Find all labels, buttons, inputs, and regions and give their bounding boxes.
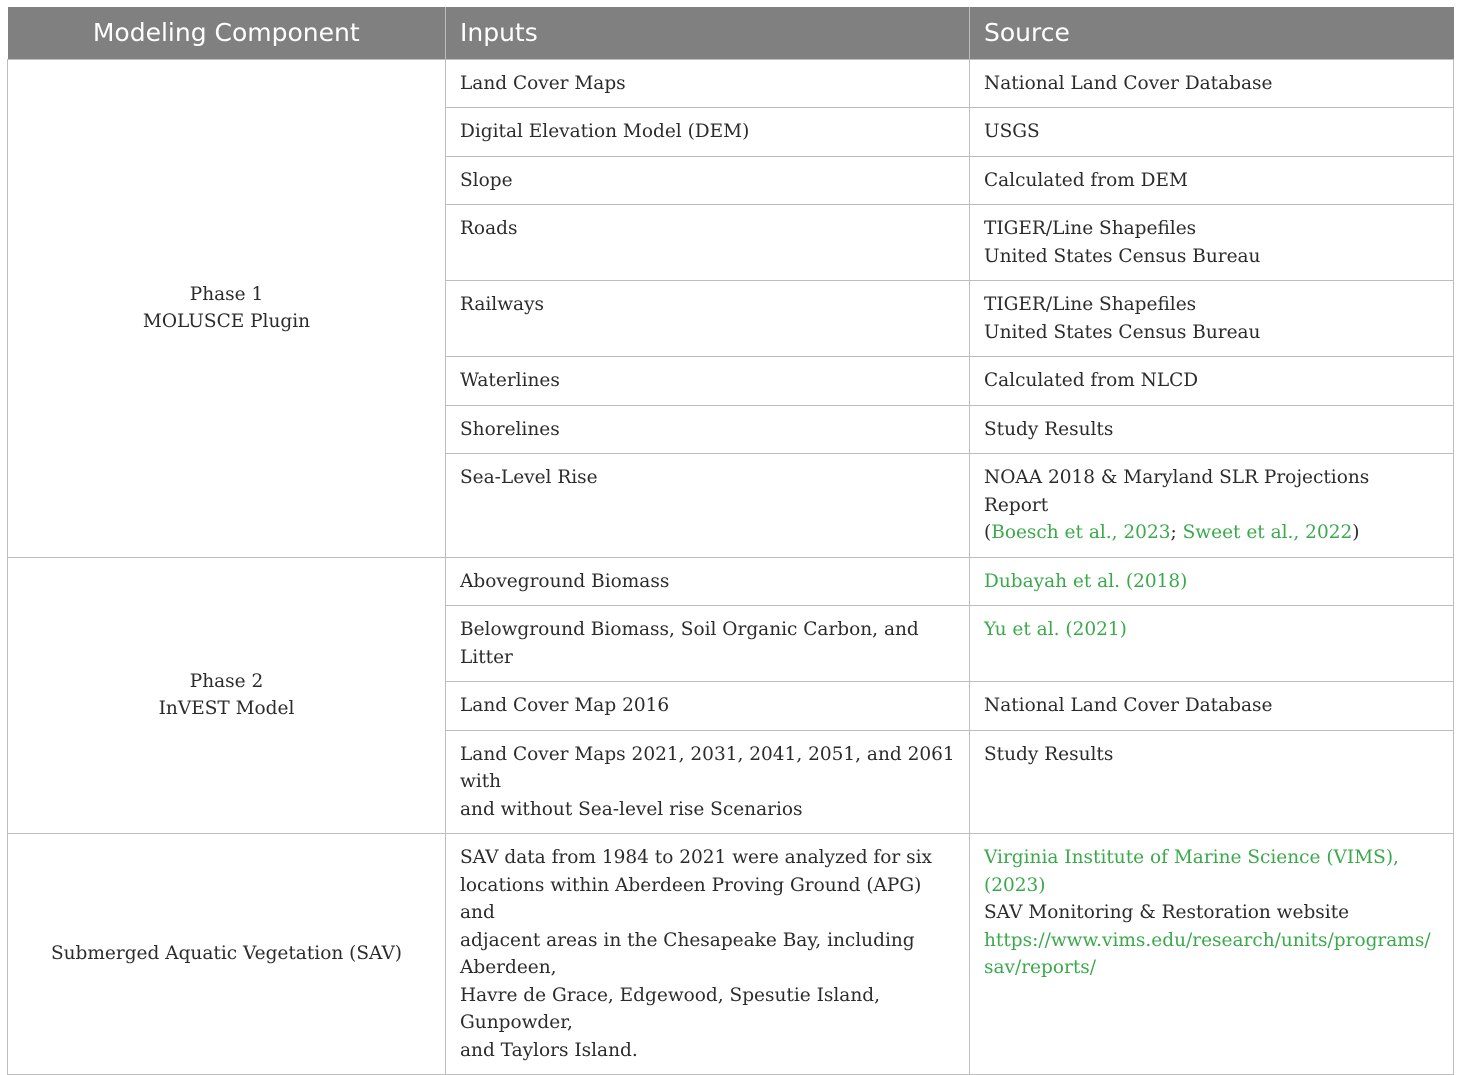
source-cell <box>970 205 1454 281</box>
header-inputs: Inputs <box>446 7 970 59</box>
citation-link-yu[interactable]: Yu et al. (2021) <box>984 619 1127 640</box>
input-text: Belowground Biomass, Soil Organic Carbon, and Litter <box>460 619 919 668</box>
source-cell <box>970 454 1454 558</box>
citation-link-dubayah[interactable]: Dubayah et al. (2018) <box>984 570 1188 592</box>
header-source: Source <box>970 7 1454 59</box>
input-text: Land Cover Map 2016 <box>460 695 670 716</box>
source-citation-line <box>984 519 1439 547</box>
input-cell <box>446 730 970 834</box>
input-text: Digital Elevation Model (DEM) <box>460 121 750 142</box>
source-text: TIGER/Line Shapefiles <box>984 218 1197 239</box>
source-text: Study Results <box>984 743 1114 765</box>
component-name: Phase 1 <box>189 283 264 305</box>
input-cell <box>446 108 970 157</box>
inputs-sources-table <box>7 7 1454 1075</box>
input-text: and without Sea-level rise Scenarios <box>460 798 803 820</box>
input-text: Land Cover Maps 2021, 2031, 2041, 2051, and 2061 with <box>460 743 955 792</box>
source-text: United States Census Bureau <box>984 321 1261 343</box>
component-name: Phase 2 <box>189 670 264 692</box>
source-text: NOAA 2018 & Maryland SLR Projections Report <box>984 467 1370 516</box>
component-detail: InVEST Model <box>158 698 295 720</box>
component-cell-phase-1 <box>8 59 446 557</box>
url-link-line-1[interactable]: https://www.vims.edu/research/units/programs/ <box>984 929 1431 951</box>
input-text: adjacent areas in the Chesapeake Bay, including Aberdeen, <box>460 929 915 978</box>
source-text: SAV Monitoring & Restoration website <box>984 902 1350 923</box>
input-text: and Taylors Island. <box>460 1039 638 1061</box>
source-text: United States Census Bureau <box>984 245 1261 267</box>
header-row <box>8 7 1454 59</box>
input-text: Railways <box>460 294 545 315</box>
input-text: Roads <box>460 218 518 239</box>
input-cell <box>446 834 970 1075</box>
source-cell <box>970 682 1454 731</box>
input-text: Aboveground Biomass <box>460 570 670 592</box>
input-cell <box>446 557 970 606</box>
component-cell-sav <box>8 834 446 1075</box>
source-cell <box>970 405 1454 454</box>
input-cell <box>446 454 970 558</box>
input-cell <box>446 205 970 281</box>
source-cell <box>970 357 1454 406</box>
url-link-line-2[interactable]: sav/reports/ <box>984 957 1096 978</box>
table-row <box>8 557 1454 606</box>
citation-separator: ; <box>1170 522 1183 543</box>
input-text: Havre de Grace, Edgewood, Spesutie Island, Gunpowder, <box>460 984 880 1033</box>
input-text: Waterlines <box>460 370 560 391</box>
citation-link-boesch[interactable]: Boesch et al., 2023 <box>991 522 1171 543</box>
source-cell <box>970 557 1454 606</box>
input-cell <box>446 405 970 454</box>
citation-link-vims[interactable]: Virginia Institute of Marine Science (VIMS), (2023) <box>984 847 1399 896</box>
component-cell-phase-2 <box>8 557 446 834</box>
source-cell <box>970 108 1454 157</box>
source-text: USGS <box>984 121 1040 142</box>
paren-close: ) <box>1352 522 1360 543</box>
source-cell <box>970 606 1454 682</box>
input-text: Sea-Level Rise <box>460 467 598 488</box>
table-row <box>8 59 1454 108</box>
source-text: National Land Cover Database <box>984 695 1273 716</box>
input-cell <box>446 606 970 682</box>
input-text: locations within Aberdeen Proving Ground (APG) and <box>460 874 922 923</box>
source-cell <box>970 281 1454 357</box>
input-text: SAV data from 1984 to 2021 were analyzed for six <box>460 847 932 868</box>
input-text: Slope <box>460 169 513 191</box>
source-cell <box>970 730 1454 834</box>
citation-link-sweet[interactable]: Sweet et al., 2022 <box>1182 522 1353 543</box>
component-name: Submerged Aquatic Vegetation (SAV) <box>50 943 403 965</box>
source-cell <box>970 156 1454 205</box>
component-detail: MOLUSCE Plugin <box>142 311 311 332</box>
table-row <box>8 834 1454 1075</box>
source-cell <box>970 834 1454 1075</box>
input-text: Land Cover Maps <box>460 72 626 94</box>
input-cell <box>446 281 970 357</box>
source-text: Calculated from DEM <box>984 169 1188 191</box>
source-text: Calculated from NLCD <box>984 370 1199 391</box>
input-cell <box>446 357 970 406</box>
source-text: National Land Cover Database <box>984 72 1273 94</box>
header-modeling-component: Modeling Component <box>8 7 446 59</box>
input-text: Shorelines <box>460 418 560 440</box>
source-text: Study Results <box>984 418 1114 440</box>
input-cell <box>446 682 970 731</box>
source-cell <box>970 59 1454 108</box>
source-text: TIGER/Line Shapefiles <box>984 294 1197 315</box>
paren-open: ( <box>984 522 992 543</box>
input-cell <box>446 156 970 205</box>
input-cell <box>446 59 970 108</box>
